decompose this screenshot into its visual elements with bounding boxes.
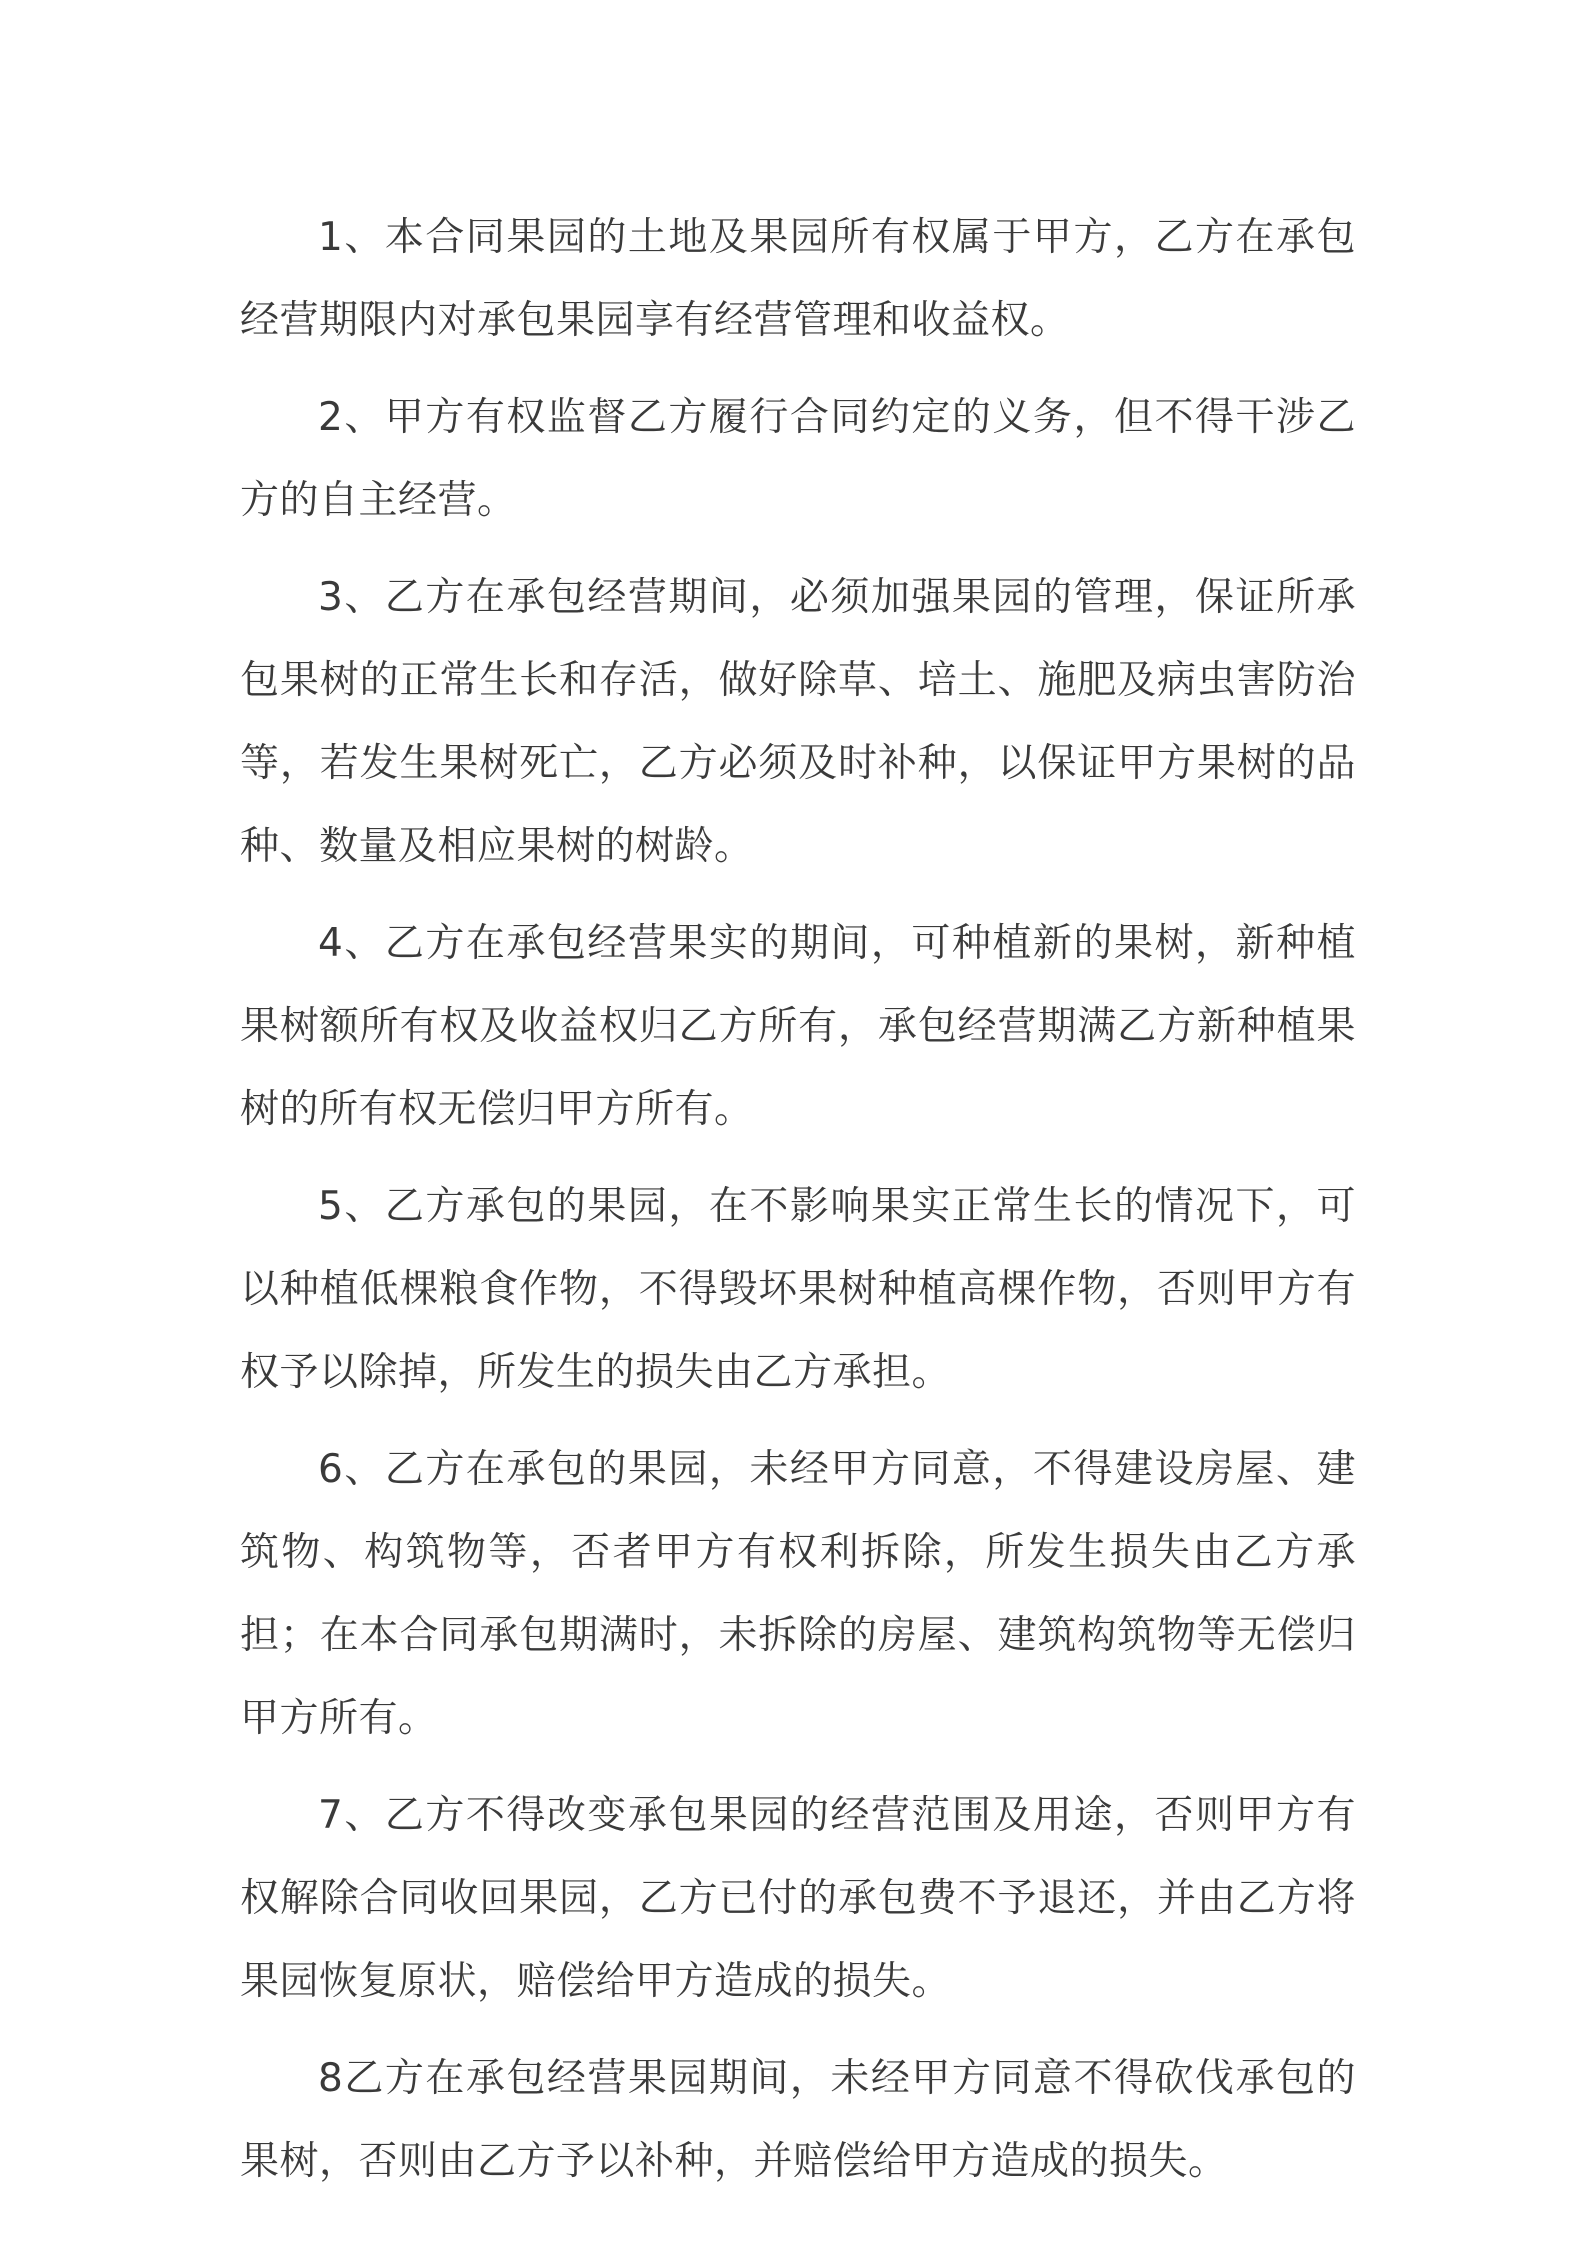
clause-4: 4、乙方在承包经营果实的期间，可种植新的果树，新种植果树额所有权及收益权归乙方所有，承包经营期满乙方新种植果树的所有权无偿归甲方所有。 xyxy=(240,921,1356,1132)
clause-3: 3、乙方在承包经营期间，必须加强果园的管理，保证所承包果树的正常生长和存活，做好除草、培土、施肥及病虫害防治等，若发生果树死亡，乙方必须及时补种，以保证甲方果树的品种、数量及相应果树的树龄。 xyxy=(240,575,1356,869)
clause-1: 1、本合同果园的土地及果园所有权属于甲方，乙方在承包经营期限内对承包果园享有经营管理和收益权。 xyxy=(240,215,1356,343)
document-page xyxy=(240,196,1356,2217)
clause-8: 8乙方在承包经营果园期间，未经甲方同意不得砍伐承包的果树，否则由乙方予以补种，并赔偿给甲方造成的损失。 xyxy=(240,2056,1356,2184)
clause-5: 5、乙方承包的果园，在不影响果实正常生长的情况下，可以种植低棵粮食作物，不得毁坏果树种植高棵作物，否则甲方有权予以除掉，所发生的损失由乙方承担。 xyxy=(240,1184,1356,1395)
clause-6: 6、乙方在承包的果园，未经甲方同意，不得建设房屋、建筑物、构筑物等，否者甲方有权利拆除，所发生损失由乙方承担；在本合同承包期满时，未拆除的房屋、建筑构筑物等无偿归甲方所有。 xyxy=(240,1447,1356,1741)
clause-2: 2、甲方有权监督乙方履行合同约定的义务，但不得干涉乙方的自主经营。 xyxy=(240,395,1356,523)
clause-7: 7、乙方不得改变承包果园的经营范围及用途，否则甲方有权解除合同收回果园，乙方已付的承包费不予退还，并由乙方将果园恢复原状，赔偿给甲方造成的损失。 xyxy=(240,1793,1356,2004)
